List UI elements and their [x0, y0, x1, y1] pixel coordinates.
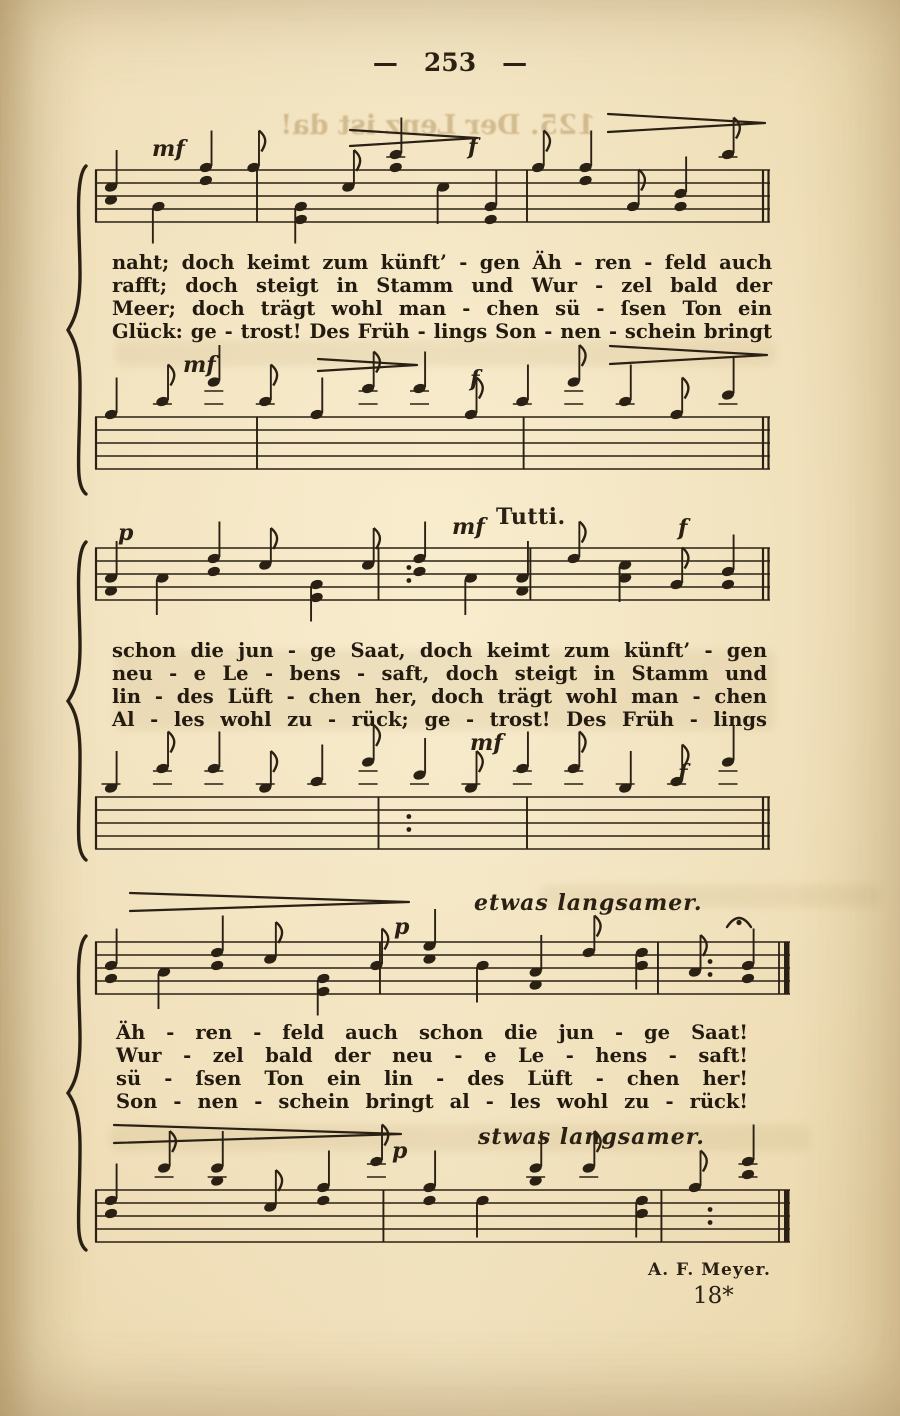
- lyrics-block-1: [112, 251, 772, 343]
- bleedthrough-title: 125. Der Lenz ist da!: [280, 110, 596, 141]
- tempo-marking: stwas langsamer.: [478, 1124, 705, 1150]
- staff-system3-lower: [95, 1138, 790, 1274]
- lyric-line: Al - les wohl zu - rück; ge - trost! Des Früh - lings: [112, 708, 767, 731]
- lyric-line: neu - e Le - bens - saft, doch steigt in Stamm und: [112, 662, 767, 685]
- lyric-line: Wur - zel bald der neu - e Le - hens - saft!: [116, 1044, 748, 1067]
- lyric-line: Son - nen - schein bringt al - les wohl zu - rück!: [116, 1090, 748, 1113]
- tempo-marking: etwas langsamer.: [474, 890, 703, 916]
- system2-brace: [64, 540, 90, 864]
- header-dash-left: —: [372, 48, 398, 77]
- dynamic-p: p: [394, 914, 410, 940]
- hairpin-wedge: [112, 1120, 404, 1148]
- hairpin-wedge: [606, 110, 768, 136]
- page-header: [0, 48, 900, 77]
- lyrics-block-2: [112, 639, 767, 731]
- dynamic-f: f: [468, 134, 478, 160]
- dynamic-f: f: [678, 515, 688, 541]
- fermata-icon: [724, 912, 754, 930]
- system3-brace: [64, 934, 90, 1254]
- lyrics-block-3: [116, 1021, 748, 1113]
- sheet-signature: 18*: [693, 1283, 734, 1309]
- page-number: 253: [423, 48, 477, 77]
- hairpin-wedge: [348, 127, 480, 149]
- dynamic-f: f: [470, 366, 480, 392]
- system1-brace: [64, 164, 90, 498]
- dynamic-p: p: [118, 520, 134, 546]
- dynamic-mf: mf: [470, 730, 503, 756]
- lyric-line: lin - des Lüft - chen her, doch trägt wohl man - chen: [112, 685, 767, 708]
- lyric-line: Glück: ge - trost! Des Früh - lings Son - nen - schein bringt: [112, 320, 772, 343]
- lyric-line: sü - ſsen Ton ein lin - des Lüft - chen her!: [116, 1067, 748, 1090]
- tutti-label: Tutti.: [496, 504, 566, 530]
- dynamic-mf: mf: [183, 352, 216, 378]
- staff-system2-upper: [95, 500, 770, 632]
- lyric-line: Äh - ren - feld auch schon die jun - ge Saat!: [116, 1021, 748, 1044]
- lyric-line: schon die jun - ge Saat, doch keimt zum künft’ - gen: [112, 639, 767, 662]
- lyric-line: Meer; doch trägt wohl man - chen sü - ſsen Ton ein: [112, 297, 772, 320]
- header-dash-right: —: [502, 48, 528, 77]
- composer-attribution: A. F. Meyer.: [648, 1260, 771, 1280]
- lyric-line: naht; doch keimt zum künft’ - gen Äh - ren - feld auch: [112, 251, 772, 274]
- staff-system1-lower: [95, 366, 770, 501]
- lyric-line: rafft; doch steigt in Stamm und Wur - zel bald der: [112, 274, 772, 297]
- dynamic-mf: mf: [452, 514, 485, 540]
- hairpin-wedge: [128, 888, 412, 916]
- dynamic-mf: mf: [152, 136, 185, 162]
- hairpin-wedge: [316, 356, 420, 374]
- hairpin-wedge: [608, 342, 770, 368]
- dynamic-f: f: [678, 760, 688, 786]
- staff-system2-lower: [95, 749, 770, 881]
- dynamic-p: p: [392, 1138, 408, 1164]
